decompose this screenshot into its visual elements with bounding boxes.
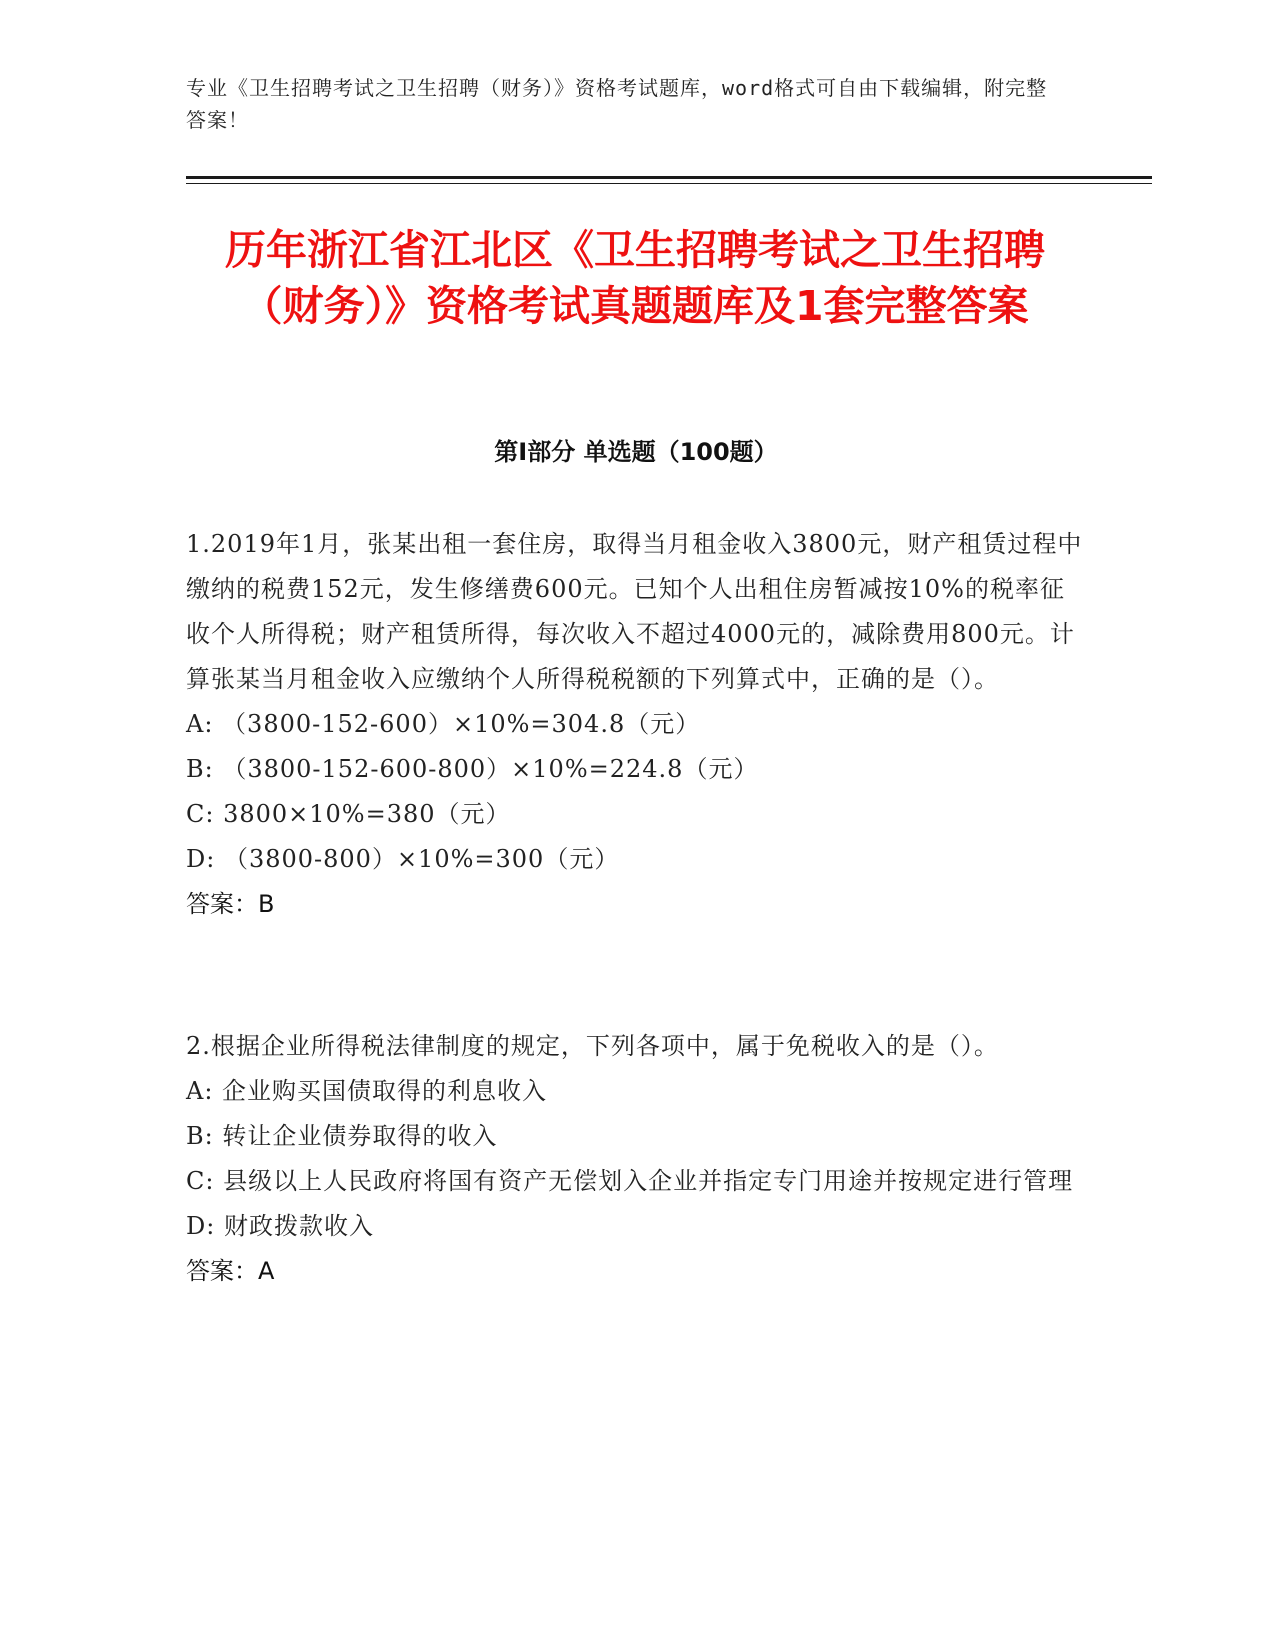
option-d: D: （3800-800）×10%=300（元） <box>186 845 620 873</box>
option-b: B: 转让企业债券取得的收入 <box>186 1122 498 1150</box>
section-heading: 第I部分 单选题（100题） <box>494 438 778 466</box>
option-d: D: 财政拨款收入 <box>186 1212 374 1240</box>
answer: 答案：B <box>186 890 275 918</box>
document-title: 历年浙江省江北区《卫生招聘考试之卫生招聘（财务）》资格考试真题题库及1套完整答案 <box>225 226 1045 330</box>
option-c: C: 县级以上人民政府将国有资产无偿划入企业并指定专门用途并按规定进行管理 <box>186 1167 1074 1195</box>
option-a: A: 企业购买国债取得的利息收入 <box>186 1077 548 1105</box>
header-divider-thick <box>186 176 1152 179</box>
option-b: B: （3800-152-600-800）×10%=224.8（元） <box>186 755 759 783</box>
option-c: C: 3800×10%=380（元） <box>186 800 511 828</box>
header-divider-thin <box>186 183 1152 184</box>
header-note: 专业《卫生招聘考试之卫生招聘（财务）》资格考试题库，word格式可自由下载编辑，附完整答案！ <box>186 76 1048 132</box>
option-a: A: （3800-152-600）×10%=304.8（元） <box>186 710 701 738</box>
question-stem: 1.2019年1月，张某出租一套住房，取得当月租金收入3800元，财产租赁过程中缴纳的税费152元，发生修缮费600元。已知个人出租住房暂减按10%的税率征收个人所得税；财产租赁所得，每次收入不超过4000元的，减除费用800元。计算张某当月租金收入应缴纳个人所得税税额的下列算式中，正确的是（）。 <box>186 530 1083 693</box>
question-2 <box>186 1024 1086 1294</box>
question-stem: 2.根据企业所得税法律制度的规定，下列各项中，属于免税收入的是（）。 <box>186 1032 999 1060</box>
question-1 <box>186 522 1086 927</box>
answer: 答案：A <box>186 1257 275 1285</box>
